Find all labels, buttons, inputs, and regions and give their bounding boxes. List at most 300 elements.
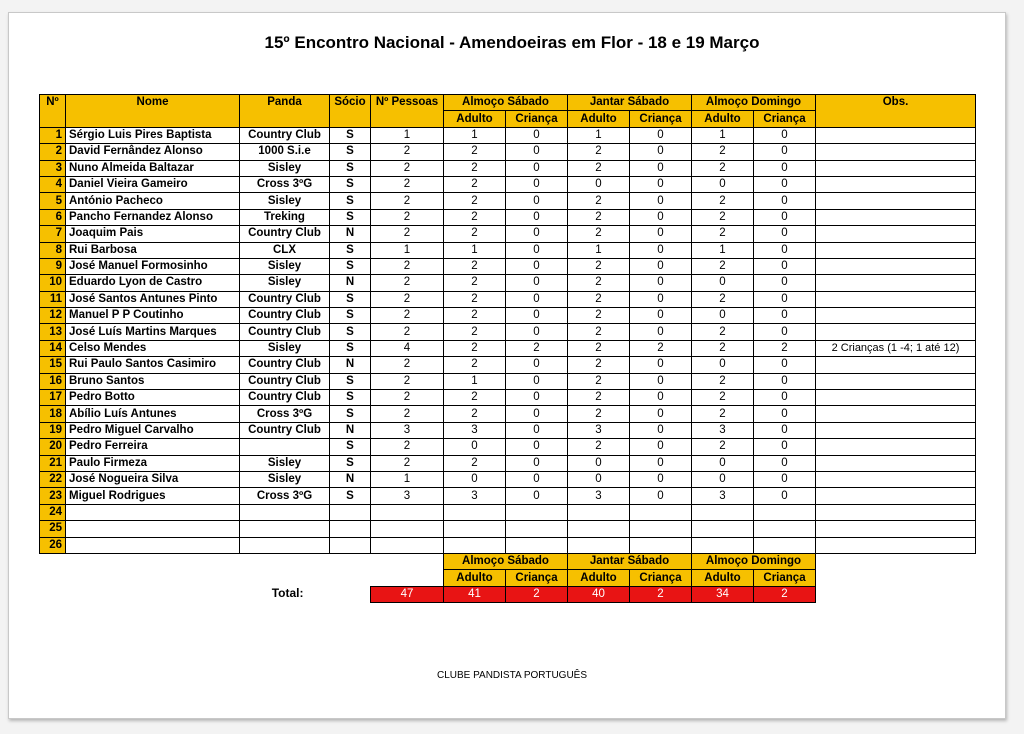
jantar-sabado-crianca-cell: 0 [630,390,692,406]
almoco-sabado-adulto-cell: 2 [444,357,506,373]
pessoas-cell [371,504,444,520]
jantar-sabado-adulto-cell: 2 [568,308,630,324]
jantar-sabado-adulto-cell: 0 [568,471,630,487]
panda-cell: Country Club [240,226,330,242]
table-row [40,242,976,258]
row-number: 2 [40,144,66,160]
almoco-sabado-adulto-cell: 2 [444,291,506,307]
almoco-sabado-crianca-cell: 0 [506,324,568,340]
almoco-domingo-crianca-cell: 0 [754,471,816,487]
almoco-sabado-crianca-cell: 0 [506,127,568,143]
obs-cell [816,291,976,307]
name-cell [66,504,240,520]
almoco-domingo-crianca-cell: 0 [754,275,816,291]
jantar-sabado-crianca-cell: 2 [630,340,692,356]
header-jantar-sabado: Jantar Sábado [568,95,692,111]
obs-cell [816,471,976,487]
table-row [40,357,976,373]
almoco-domingo-crianca-cell: 2 [754,340,816,356]
header-panda: Panda [240,95,330,128]
jantar-sabado-adulto-cell: 2 [568,390,630,406]
summary-almoco-domingo: Almoço Domingo [692,553,816,569]
socio-cell: S [330,390,371,406]
socio-cell: S [330,258,371,274]
jantar-sabado-adulto-cell: 1 [568,127,630,143]
jantar-sabado-adulto-cell: 3 [568,422,630,438]
socio-cell: S [330,324,371,340]
jantar-sabado-adulto-cell: 3 [568,488,630,504]
pessoas-cell [371,537,444,553]
almoco-domingo-adulto-cell: 0 [692,455,754,471]
jantar-sabado-adulto-cell [568,521,630,537]
jantar-sabado-crianca-cell: 0 [630,455,692,471]
almoco-sabado-adulto-cell: 1 [444,373,506,389]
jantar-sabado-adulto-cell: 1 [568,242,630,258]
row-number: 1 [40,127,66,143]
table-row [40,291,976,307]
almoco-domingo-crianca-cell: 0 [754,439,816,455]
almoco-domingo-adulto-cell: 0 [692,357,754,373]
panda-cell: Cross 3ºG [240,488,330,504]
jantar-sabado-crianca-cell: 0 [630,226,692,242]
almoco-sabado-adulto-cell: 2 [444,258,506,274]
name-cell: Miguel Rodrigues [66,488,240,504]
name-cell: António Pacheco [66,193,240,209]
jantar-sabado-crianca-cell: 0 [630,291,692,307]
panda-cell: Sisley [240,471,330,487]
pessoas-cell: 2 [371,226,444,242]
almoco-sabado-crianca-cell: 0 [506,176,568,192]
row-number: 25 [40,521,66,537]
table-row [40,439,976,455]
row-number: 24 [40,504,66,520]
almoco-sabado-crianca-cell: 0 [506,275,568,291]
name-cell: Eduardo Lyon de Castro [66,275,240,291]
obs-cell [816,504,976,520]
jantar-sabado-adulto-cell: 2 [568,193,630,209]
panda-cell [240,504,330,520]
header-adulto: Adulto [444,111,506,127]
obs-cell [816,160,976,176]
socio-cell: N [330,422,371,438]
jantar-sabado-crianca-cell: 0 [630,176,692,192]
jantar-sabado-adulto-cell: 2 [568,324,630,340]
table-row [40,390,976,406]
jantar-sabado-adulto-cell: 2 [568,340,630,356]
jantar-sabado-crianca-cell [630,521,692,537]
table-row [40,488,976,504]
jantar-sabado-adulto-cell: 2 [568,439,630,455]
socio-cell: S [330,488,371,504]
jantar-sabado-crianca-cell: 0 [630,308,692,324]
jantar-sabado-adulto-cell: 2 [568,357,630,373]
pessoas-cell: 2 [371,176,444,192]
almoco-domingo-crianca-cell: 0 [754,127,816,143]
pessoas-cell: 2 [371,455,444,471]
jantar-sabado-crianca-cell: 0 [630,488,692,504]
socio-cell: S [330,160,371,176]
socio-cell [330,521,371,537]
almoco-domingo-crianca-cell [754,537,816,553]
pessoas-cell: 2 [371,144,444,160]
obs-cell [816,226,976,242]
pessoas-cell: 4 [371,340,444,356]
obs-cell [816,242,976,258]
obs-cell [816,193,976,209]
pessoas-cell: 1 [371,127,444,143]
almoco-sabado-adulto-cell: 2 [444,160,506,176]
almoco-sabado-adulto-cell: 1 [444,127,506,143]
socio-cell: S [330,439,371,455]
table-row [40,537,976,553]
name-cell [66,537,240,553]
almoco-sabado-adulto-cell [444,537,506,553]
obs-cell [816,176,976,192]
almoco-domingo-adulto-cell: 2 [692,373,754,389]
almoco-sabado-crianca-cell: 0 [506,357,568,373]
panda-cell: Sisley [240,193,330,209]
almoco-domingo-adulto-cell [692,521,754,537]
almoco-domingo-crianca-cell: 0 [754,488,816,504]
obs-cell [816,455,976,471]
jantar-sabado-adulto-cell: 2 [568,291,630,307]
almoco-sabado-adulto-cell: 2 [444,324,506,340]
jantar-sabado-adulto-cell: 2 [568,373,630,389]
row-number: 4 [40,176,66,192]
total-almoco-sabado-adulto: 41 [444,586,506,602]
almoco-sabado-adulto-cell: 0 [444,471,506,487]
socio-cell: S [330,144,371,160]
summary-crianca: Criança [754,570,816,586]
row-number: 11 [40,291,66,307]
jantar-sabado-crianca-cell: 0 [630,160,692,176]
almoco-sabado-adulto-cell: 3 [444,488,506,504]
almoco-sabado-crianca-cell: 0 [506,209,568,225]
jantar-sabado-crianca-cell: 0 [630,422,692,438]
almoco-sabado-adulto-cell: 2 [444,209,506,225]
obs-cell [816,144,976,160]
almoco-domingo-crianca-cell: 0 [754,291,816,307]
socio-cell: N [330,275,371,291]
header-row-1 [40,95,976,111]
almoco-sabado-adulto-cell [444,521,506,537]
row-number: 18 [40,406,66,422]
jantar-sabado-crianca-cell [630,537,692,553]
jantar-sabado-adulto-cell: 0 [568,176,630,192]
pessoas-cell: 2 [371,160,444,176]
row-number: 23 [40,488,66,504]
table-row [40,406,976,422]
jantar-sabado-crianca-cell: 0 [630,193,692,209]
obs-cell [816,406,976,422]
row-number: 9 [40,258,66,274]
obs-cell: 2 Crianças (1 -4; 1 até 12) [816,340,976,356]
obs-cell [816,275,976,291]
header-num: Nº [40,95,66,128]
obs-cell [816,521,976,537]
almoco-sabado-crianca-cell: 0 [506,455,568,471]
almoco-domingo-crianca-cell: 0 [754,373,816,389]
name-cell: Celso Mendes [66,340,240,356]
jantar-sabado-adulto-cell: 2 [568,406,630,422]
name-cell: Abílio Luís Antunes [66,406,240,422]
almoco-domingo-crianca-cell: 0 [754,160,816,176]
almoco-sabado-crianca-cell: 0 [506,390,568,406]
page-title: 15º Encontro Nacional - Amendoeiras em Flor - 18 e 19 Março [264,33,760,52]
row-number: 16 [40,373,66,389]
row-number: 7 [40,226,66,242]
almoco-domingo-adulto-cell: 3 [692,488,754,504]
table-row [40,308,976,324]
header-crianca: Criança [630,111,692,127]
table-row [40,160,976,176]
total-jantar-sabado-adulto: 40 [568,586,630,602]
panda-cell: Country Club [240,357,330,373]
almoco-domingo-adulto-cell: 0 [692,275,754,291]
jantar-sabado-adulto-cell: 2 [568,160,630,176]
socio-cell: S [330,242,371,258]
socio-cell: N [330,357,371,373]
jantar-sabado-adulto-cell: 2 [568,226,630,242]
jantar-sabado-crianca-cell: 0 [630,258,692,274]
jantar-sabado-adulto-cell: 2 [568,144,630,160]
almoco-sabado-crianca-cell [506,504,568,520]
almoco-sabado-crianca-cell: 0 [506,160,568,176]
summary-jantar-sabado: Jantar Sábado [568,553,692,569]
almoco-domingo-adulto-cell: 2 [692,439,754,455]
total-almoco-domingo-adulto: 34 [692,586,754,602]
table-row [40,258,976,274]
almoco-domingo-adulto-cell: 2 [692,144,754,160]
name-cell: José Santos Antunes Pinto [66,291,240,307]
header-almoco-domingo: Almoço Domingo [692,95,816,111]
almoco-sabado-crianca-cell: 0 [506,488,568,504]
jantar-sabado-adulto-cell: 2 [568,258,630,274]
total-label: Total: [271,586,304,601]
panda-cell: Cross 3ºG [240,176,330,192]
pessoas-cell [371,521,444,537]
obs-cell [816,537,976,553]
name-cell: David Fernândez Alonso [66,144,240,160]
almoco-domingo-adulto-cell: 0 [692,471,754,487]
header-name: Nome [66,95,240,128]
almoco-domingo-adulto-cell: 1 [692,242,754,258]
pessoas-cell: 2 [371,193,444,209]
row-number: 10 [40,275,66,291]
almoco-domingo-crianca-cell: 0 [754,455,816,471]
row-number: 13 [40,324,66,340]
almoco-sabado-crianca-cell: 0 [506,258,568,274]
almoco-sabado-crianca-cell: 0 [506,242,568,258]
pessoas-cell: 3 [371,488,444,504]
pessoas-cell: 2 [371,390,444,406]
summary-adulto: Adulto [692,570,754,586]
almoco-domingo-adulto-cell: 2 [692,340,754,356]
table-row [40,144,976,160]
table-row [40,275,976,291]
table-row [40,455,976,471]
table-row [40,471,976,487]
almoco-domingo-crianca-cell: 0 [754,226,816,242]
total-almoco-sabado-crianca: 2 [506,586,568,602]
almoco-domingo-adulto-cell: 2 [692,324,754,340]
header-adulto: Adulto [692,111,754,127]
summary-crianca: Criança [630,570,692,586]
almoco-domingo-crianca-cell: 0 [754,144,816,160]
almoco-domingo-crianca-cell: 0 [754,308,816,324]
almoco-domingo-crianca-cell: 0 [754,242,816,258]
name-cell: Rui Paulo Santos Casimiro [66,357,240,373]
almoco-sabado-adulto-cell [444,504,506,520]
almoco-domingo-adulto-cell: 2 [692,160,754,176]
panda-cell: Sisley [240,258,330,274]
almoco-sabado-crianca-cell: 0 [506,439,568,455]
row-number: 19 [40,422,66,438]
panda-cell: Treking [240,209,330,225]
almoco-sabado-crianca-cell: 0 [506,422,568,438]
panda-cell: CLX [240,242,330,258]
jantar-sabado-crianca-cell: 0 [630,406,692,422]
summary-adulto: Adulto [444,570,506,586]
row-number: 15 [40,357,66,373]
socio-cell: N [330,471,371,487]
panda-cell: Country Club [240,324,330,340]
name-cell: José Nogueira Silva [66,471,240,487]
obs-cell [816,357,976,373]
row-number: 17 [40,390,66,406]
panda-cell [240,521,330,537]
almoco-sabado-crianca-cell: 0 [506,144,568,160]
almoco-sabado-adulto-cell: 2 [444,390,506,406]
totals-row [40,586,976,602]
pessoas-cell: 1 [371,471,444,487]
almoco-domingo-adulto-cell: 2 [692,390,754,406]
table-row [40,127,976,143]
obs-cell [816,308,976,324]
socio-cell: S [330,193,371,209]
obs-cell [816,439,976,455]
name-cell: Pedro Ferreira [66,439,240,455]
header-pessoas: Nº Pessoas [371,95,444,128]
almoco-domingo-adulto-cell: 2 [692,193,754,209]
summary-adulto: Adulto [568,570,630,586]
row-number: 12 [40,308,66,324]
table-row [40,422,976,438]
almoco-sabado-adulto-cell: 2 [444,176,506,192]
table-row [40,209,976,225]
almoco-sabado-adulto-cell: 2 [444,406,506,422]
obs-cell [816,127,976,143]
header-almoco-sabado: Almoço Sábado [444,95,568,111]
socio-cell: S [330,455,371,471]
jantar-sabado-crianca-cell: 0 [630,439,692,455]
obs-cell [816,488,976,504]
summary-almoco-sabado: Almoço Sábado [444,553,568,569]
socio-cell [330,504,371,520]
almoco-domingo-adulto-cell: 1 [692,127,754,143]
obs-cell [816,373,976,389]
almoco-domingo-adulto-cell: 2 [692,258,754,274]
almoco-domingo-crianca-cell [754,521,816,537]
almoco-domingo-crianca-cell: 0 [754,258,816,274]
socio-cell: S [330,373,371,389]
almoco-domingo-crianca-cell: 0 [754,176,816,192]
almoco-domingo-adulto-cell: 0 [692,176,754,192]
almoco-sabado-crianca-cell: 0 [506,471,568,487]
almoco-sabado-adulto-cell: 3 [444,422,506,438]
jantar-sabado-adulto-cell [568,537,630,553]
socio-cell: S [330,340,371,356]
almoco-domingo-crianca-cell: 0 [754,324,816,340]
table-row [40,504,976,520]
name-cell: José Manuel Formosinho [66,258,240,274]
almoco-domingo-crianca-cell [754,504,816,520]
pessoas-cell: 2 [371,373,444,389]
header-obs: Obs. [816,95,976,128]
almoco-domingo-crianca-cell: 0 [754,406,816,422]
registration-table [39,94,976,603]
jantar-sabado-crianca-cell [630,504,692,520]
almoco-sabado-crianca-cell: 2 [506,340,568,356]
row-number: 20 [40,439,66,455]
summary-crianca: Criança [506,570,568,586]
almoco-domingo-adulto-cell: 2 [692,209,754,225]
socio-cell: S [330,176,371,192]
pessoas-cell: 2 [371,406,444,422]
pessoas-cell: 2 [371,357,444,373]
row-number: 21 [40,455,66,471]
total-almoco-domingo-crianca: 2 [754,586,816,602]
almoco-domingo-crianca-cell: 0 [754,390,816,406]
name-cell: Pedro Miguel Carvalho [66,422,240,438]
panda-cell: Sisley [240,340,330,356]
pessoas-cell: 1 [371,242,444,258]
name-cell: Paulo Firmeza [66,455,240,471]
pessoas-cell: 2 [371,209,444,225]
total-jantar-sabado-crianca: 2 [630,586,692,602]
jantar-sabado-adulto-cell [568,504,630,520]
panda-cell: Sisley [240,275,330,291]
almoco-sabado-adulto-cell: 1 [444,242,506,258]
pessoas-cell: 2 [371,439,444,455]
almoco-domingo-crianca-cell: 0 [754,357,816,373]
pessoas-cell: 2 [371,308,444,324]
almoco-domingo-adulto-cell: 2 [692,291,754,307]
socio-cell: S [330,406,371,422]
name-cell: Rui Barbosa [66,242,240,258]
name-cell: Sérgio Luis Pires Baptista [66,127,240,143]
table-row [40,521,976,537]
almoco-sabado-crianca-cell: 0 [506,406,568,422]
almoco-domingo-adulto-cell: 3 [692,422,754,438]
almoco-sabado-crianca-cell: 0 [506,308,568,324]
almoco-domingo-crianca-cell: 0 [754,209,816,225]
row-number: 3 [40,160,66,176]
almoco-domingo-adulto-cell: 2 [692,406,754,422]
table-row [40,176,976,192]
panda-cell: Country Club [240,127,330,143]
row-number: 22 [40,471,66,487]
jantar-sabado-crianca-cell: 0 [630,144,692,160]
name-cell: Daniel Vieira Gameiro [66,176,240,192]
almoco-domingo-adulto-cell [692,537,754,553]
panda-cell: Cross 3ºG [240,406,330,422]
socio-cell: N [330,226,371,242]
table-row [40,340,976,356]
panda-cell: Sisley [240,160,330,176]
almoco-domingo-crianca-cell: 0 [754,193,816,209]
name-cell: Nuno Almeida Baltazar [66,160,240,176]
